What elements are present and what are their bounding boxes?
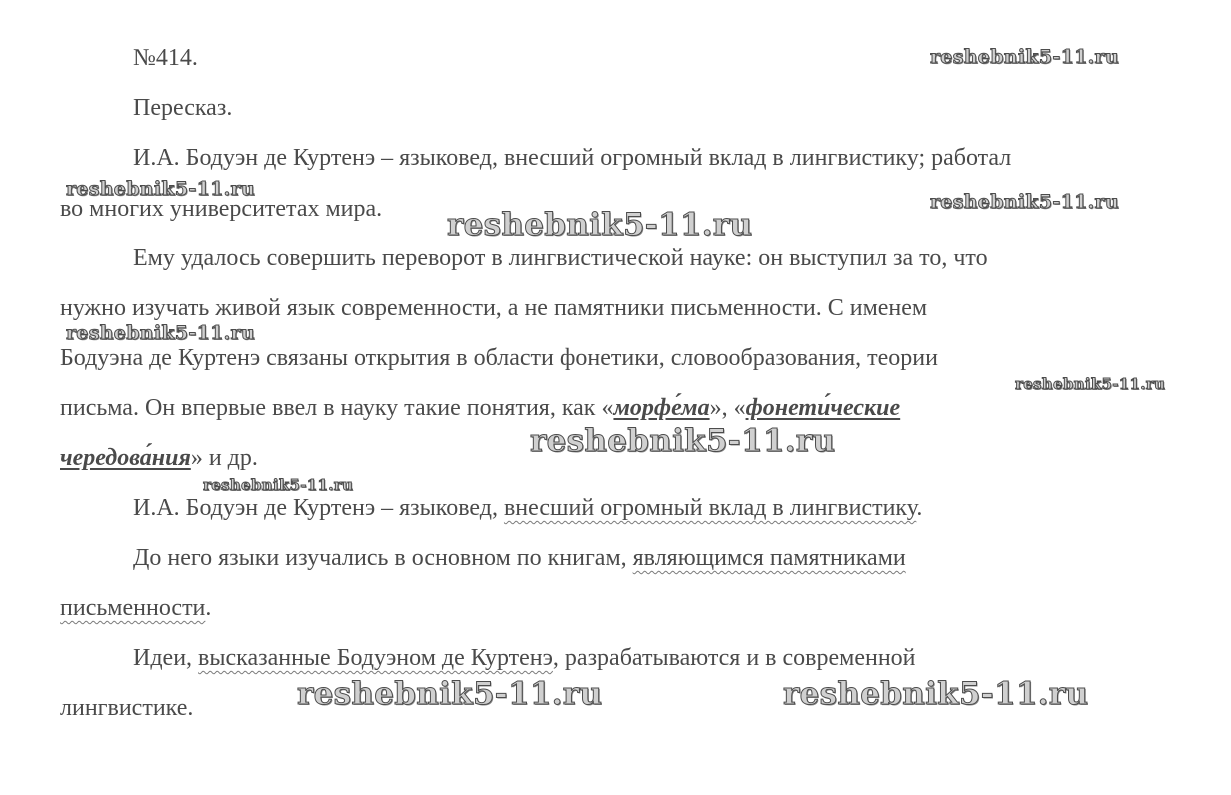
watermark: reshebnik5-11.ru <box>930 46 1119 68</box>
watermark: reshebnik5-11.ru <box>930 191 1119 213</box>
text-fragment: . <box>916 495 923 521</box>
text-fragment: И.А. Бодуэн де Куртенэ – языковед, <box>133 495 504 521</box>
watermark: reshebnik5-11.ru <box>297 676 603 712</box>
watermark: reshebnik5-11.ru <box>530 423 836 459</box>
participial-phrase: высказанные Бодуэном де Куртенэ <box>198 645 553 671</box>
watermark: reshebnik5-11.ru <box>66 322 255 344</box>
text-fragment: » и др. <box>190 445 258 471</box>
term-morpheme: морфе́ма <box>613 395 710 421</box>
analysis-sentence-2-cont <box>60 583 1200 633</box>
text-fragment: Идеи, <box>133 645 199 671</box>
exercise-subtitle: Пересказ. <box>133 95 233 121</box>
exercise-number: №414. <box>133 45 198 71</box>
watermark: reshebnik5-11.ru <box>66 178 255 200</box>
text-line: Бодуэна де Куртенэ связаны открытия в области фонетики, словообразования, теории <box>60 345 938 371</box>
analysis-sentence-2 <box>133 533 1231 583</box>
text-line: во многих университетах мира. <box>60 196 383 222</box>
text-fragment: . <box>205 595 212 621</box>
participial-phrase: являющимся памятниками <box>632 545 906 571</box>
watermark: reshebnik5-11.ru <box>203 476 354 494</box>
text-line: нужно изучать живой язык современности, а не памятники письменности. С именем <box>60 295 928 321</box>
watermark: reshebnik5-11.ru <box>783 676 1089 712</box>
watermark: reshebnik5-11.ru <box>1015 375 1166 393</box>
text-line: лингвистике. <box>60 695 194 721</box>
term-alternations: чередова́ния <box>60 445 191 471</box>
text-line: И.А. Бодуэн де Куртенэ – языковед, внесший огромный вклад в лингвистику; работал <box>133 145 1012 171</box>
text-fragment: », « <box>709 395 746 421</box>
watermark: reshebnik5-11.ru <box>447 207 753 243</box>
text-fragment: письма. Он впервые ввел в науку такие понятия, как « <box>60 395 614 421</box>
participial-phrase: письменности <box>60 595 206 621</box>
term-phonetic: фонети́ческие <box>745 395 901 421</box>
participial-phrase: внесший огромный вклад в лингвистику <box>503 495 917 521</box>
text-line: Ему удалось совершить переворот в лингвистической науке: он выступил за то, что <box>133 245 988 271</box>
text-fragment: , разрабатываются и в современной <box>552 645 916 671</box>
text-fragment: До него языки изучались в основном по книгам, <box>133 545 633 571</box>
